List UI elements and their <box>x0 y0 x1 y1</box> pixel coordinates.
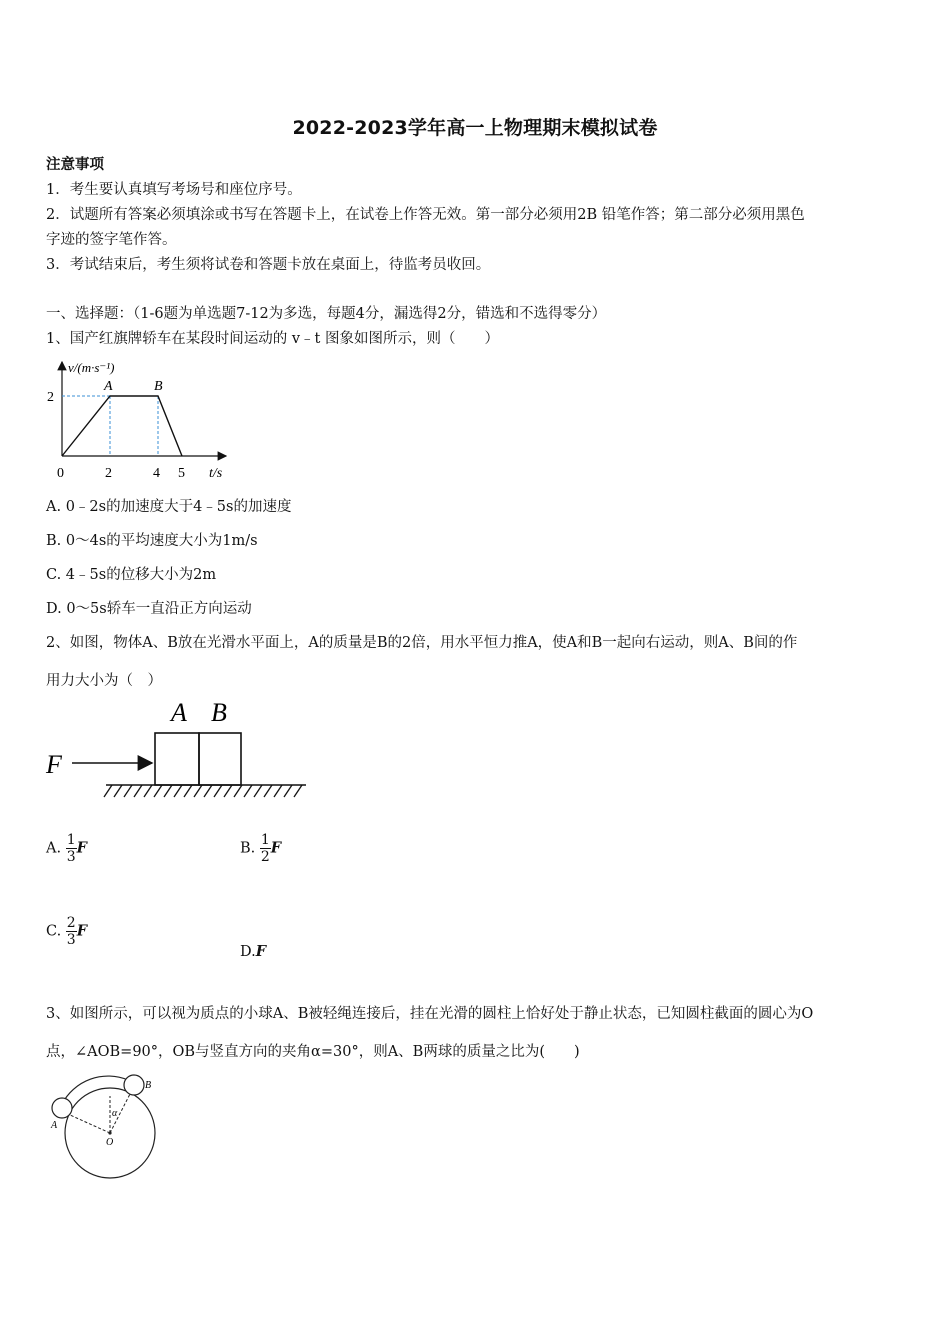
hatch-mark <box>134 785 142 797</box>
question-2-option-b <box>240 832 281 865</box>
hatch-mark <box>194 785 202 797</box>
option-prefix: D. <box>240 944 256 960</box>
option-variable: F <box>255 943 267 960</box>
notice-item: 字迹的签字笔作答。 <box>46 232 177 248</box>
notice-item: 1．考生要认真填写考场号和座位序号。 <box>46 182 302 198</box>
fraction-numerator: 1 <box>66 832 76 848</box>
question-1-option-b: B. 0～4s的平均速度大小为1m/s <box>46 533 258 549</box>
point-b-label: B <box>154 379 163 394</box>
hatch-mark <box>204 785 212 797</box>
fraction <box>66 915 77 948</box>
hatch-mark <box>294 785 302 797</box>
fraction-denominator: 3 <box>66 932 76 948</box>
page-title: 2022-2023学年高一上物理期末模拟试卷 <box>292 117 658 139</box>
label-o: O <box>106 1137 114 1148</box>
hatch-mark <box>184 785 192 797</box>
question-1-option-c: C. 4﹣5s的位移大小为2m <box>46 567 217 583</box>
hatch-mark <box>164 785 172 797</box>
fraction <box>66 832 77 865</box>
hatch-mark <box>124 785 132 797</box>
question-2-stem-cont: 用力大小为（ ） <box>46 673 162 689</box>
radius-oa <box>70 1115 110 1133</box>
x-axis-label: t/s <box>209 466 223 481</box>
hatch-mark <box>284 785 292 797</box>
question-3-stem: 3、如图所示，可以视为质点的小球A、B被轻绳连接后，挂在光滑的圆柱上恰好处于静止状态，已知圆柱截面的圆心为O <box>46 1006 814 1022</box>
ground-hatch <box>104 785 302 797</box>
option-variable: F <box>76 922 88 940</box>
force-label: F <box>46 750 62 779</box>
ball-a <box>52 1098 72 1118</box>
hatch-mark <box>264 785 272 797</box>
hatch-mark <box>144 785 152 797</box>
section-heading: 一、选择题：（1-6题为单选题7-12为多选，每题4分，漏选得2分，错选和不选得零分） <box>46 306 607 322</box>
point-a-label: A <box>104 379 113 394</box>
hatch-mark <box>224 785 232 797</box>
notice-item: 3．考试结束后，考生须将试卷和答题卡放在桌面上，待监考员收回。 <box>46 257 491 273</box>
block-a-label: A <box>171 698 187 727</box>
blocks-figure <box>44 697 314 805</box>
ball-b <box>124 1075 144 1095</box>
hatch-mark <box>244 785 252 797</box>
notice-heading: 注意事项 <box>46 156 104 173</box>
option-prefix: C. <box>46 923 62 940</box>
hatch-mark <box>104 785 112 797</box>
label-a: A <box>51 1120 58 1131</box>
block-a <box>155 733 199 785</box>
hatch-mark <box>254 785 262 797</box>
question-1-stem: 1、国产红旗牌轿车在某段时间运动的 v﹣t 图象如图所示，则（ ） <box>46 331 499 347</box>
question-3-stem-cont: 点，∠AOB=90°，OB与竖直方向的夹角α=30°，则A、B两球的质量之比为( ) <box>46 1044 580 1060</box>
option-variable: F <box>270 839 282 857</box>
question-1-option-a: A. 0﹣2s的加速度大于4﹣5s的加速度 <box>46 499 292 515</box>
hatch-mark <box>214 785 222 797</box>
hatch-mark <box>274 785 282 797</box>
notice-item: 2．试题所有答案必须填涂或书写在答题卡上，在试卷上作答无效。第一部分必须用2B 铅笔作答；第二部分必须用黑色 <box>46 207 805 223</box>
hatch-mark <box>114 785 122 797</box>
y-axis-label: v/(m·s⁻¹) <box>68 360 115 375</box>
option-variable: F <box>76 839 87 857</box>
block-b-label: B <box>211 698 227 727</box>
question-1-option-d: D. 0～5s轿车一直沿正方向运动 <box>46 601 252 617</box>
question-2-option-d <box>240 943 266 960</box>
cylinder-figure <box>44 1070 164 1182</box>
vt-line <box>62 396 182 456</box>
center-point <box>108 1131 111 1134</box>
alpha-label: α <box>112 1108 118 1119</box>
fraction-denominator: 3 <box>66 849 76 865</box>
x-tick-label: 2 <box>105 466 112 481</box>
label-b: B <box>145 1080 152 1091</box>
y-tick-label: 2 <box>47 390 54 405</box>
hatch-mark <box>234 785 242 797</box>
fraction-denominator: 2 <box>260 849 270 865</box>
fraction-numerator: 2 <box>66 915 76 931</box>
x-tick-label: 0 <box>57 466 64 481</box>
x-tick-label: 4 <box>153 466 160 481</box>
hatch-mark <box>174 785 182 797</box>
vt-graph <box>44 352 244 487</box>
x-tick-label: 5 <box>178 466 185 481</box>
fraction <box>260 832 271 865</box>
question-2-option-c <box>46 915 87 948</box>
question-2-stem: 2、如图，物体A、B放在光滑水平面上，A的质量是B的2倍，用水平恒力推A，使A和B一起向右运动，则A、B间的作 <box>46 635 798 651</box>
option-prefix: A. <box>46 840 62 857</box>
block-b <box>199 733 241 785</box>
hatch-mark <box>154 785 162 797</box>
fraction-numerator: 1 <box>260 832 270 848</box>
question-2-option-a <box>46 832 87 865</box>
option-prefix: B. <box>240 840 256 857</box>
